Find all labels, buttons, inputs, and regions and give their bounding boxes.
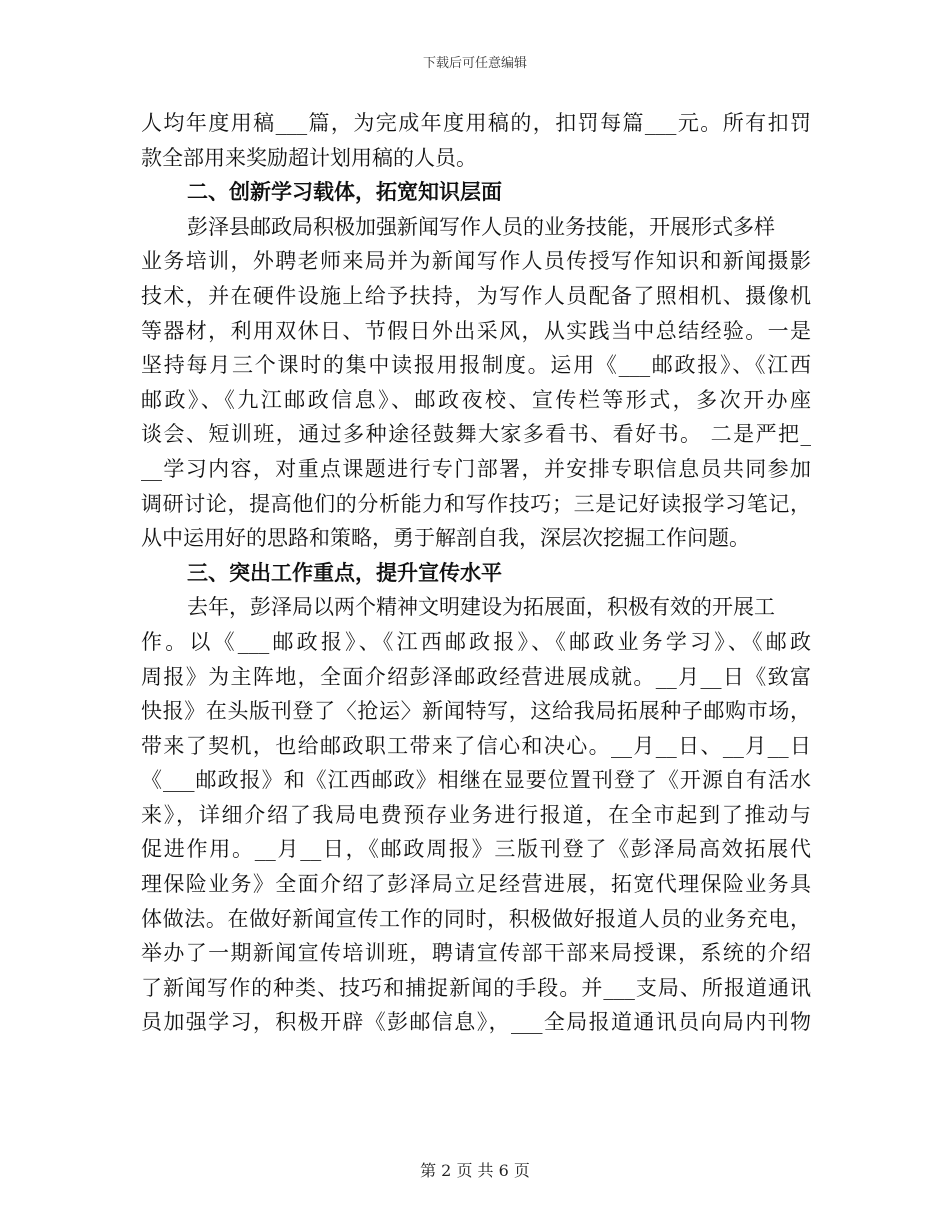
- text-line: 周报》为主阵地，全面介绍彭泽邮政经营进展成就。__月__日《致富: [141, 664, 811, 689]
- text-line: 举办了一期新闻宣传培训班，聘请宣传部干部来局授课，系统的介绍: [141, 941, 811, 966]
- text-line: __学习内容，对重点课题进行专门部署，并安排专职信息员共同参加: [141, 456, 811, 481]
- text-line: 坚持每月三个课时的集中读报用报制度。运用《___邮政报》、《江西: [141, 353, 811, 378]
- text-line: 了新闻写作的种类、技巧和捕捉新闻的手段。并___支局、所报道通讯: [141, 975, 811, 1000]
- text-line: 从中运用好的思路和策略，勇于解剖自我，深层次挖掘工作问题。: [141, 526, 750, 551]
- text-line: 款全部用来奖励超计划用稿的人员。: [141, 145, 477, 170]
- text-line: 作。以《___邮政报》、《江西邮政报》、《邮政业务学习》、《邮政: [141, 629, 811, 654]
- text-line: 去年，彭泽局以两个精神文明建设为拓展面，积极有效的开展工: [187, 595, 775, 620]
- text-line: 彭泽县邮政局积极加强新闻写作人员的业务技能，开展形式多样: [187, 214, 775, 239]
- page-footer: 第 2 页 共 6 页: [420, 1161, 530, 1180]
- text-line: 体做法。在做好新闻宣传工作的同时，积极做好报道人员的业务充电，: [141, 906, 811, 931]
- text-line: 来》，详细介绍了我局电费预存业务进行报道，在全市起到了推动与: [141, 802, 811, 827]
- text-line: 带来了契机，也给邮政职工带来了信心和决心。__月__日、__月__日: [141, 733, 811, 758]
- text-line: 业务培训，外聘老师来局并为新闻写作人员传授写作知识和新闻摄影: [141, 249, 811, 274]
- text-line: 理保险业务》全面介绍了彭泽局立足经营进展，拓宽代理保险业务具: [141, 872, 811, 897]
- text-line: 谈会、短训班，通过多种途径鼓舞大家多看书、看好书。 二是严把_: [141, 422, 811, 447]
- document-body: [141, 106, 811, 1040]
- text-line: 邮政》、《九江邮政信息》、邮政夜校、宣传栏等形式，多次开办座: [141, 387, 811, 412]
- text-line: 等器材，利用双休日、节假日外出采风，从实践当中总结经验。一是: [141, 318, 811, 343]
- text-line: 员加强学习，积极开辟《彭邮信息》，___全局报道通讯员向局内刊物: [141, 1010, 811, 1035]
- text-line: 促进作用。__月__日，《邮政周报》三版刊登了《彭泽局高效拓展代: [141, 837, 811, 862]
- section-heading: 三、突出工作重点，提升宣传水平: [187, 559, 502, 585]
- text-line: 快报》在头版刊登了〈抢运〉新闻特写，这给我局拓展种子邮购市场，: [141, 699, 811, 724]
- text-line: 人均年度用稿___篇，为完成年度用稿的，扣罚每篇___元。所有扣罚: [141, 111, 811, 135]
- text-line: 技术，并在硬件设施上给予扶持，为写作人员配备了照相机、摄像机: [141, 283, 811, 308]
- text-line: 调研讨论，提高他们的分析能力和写作技巧；三是记好读报学习笔记，: [141, 491, 811, 516]
- page-header: 下载后可任意编辑: [422, 56, 527, 71]
- text-line: 《___邮政报》和《江西邮政》相继在显要位置刊登了《开源自有活水: [141, 768, 811, 793]
- section-heading: 二、创新学习载体，拓宽知识层面: [187, 179, 502, 205]
